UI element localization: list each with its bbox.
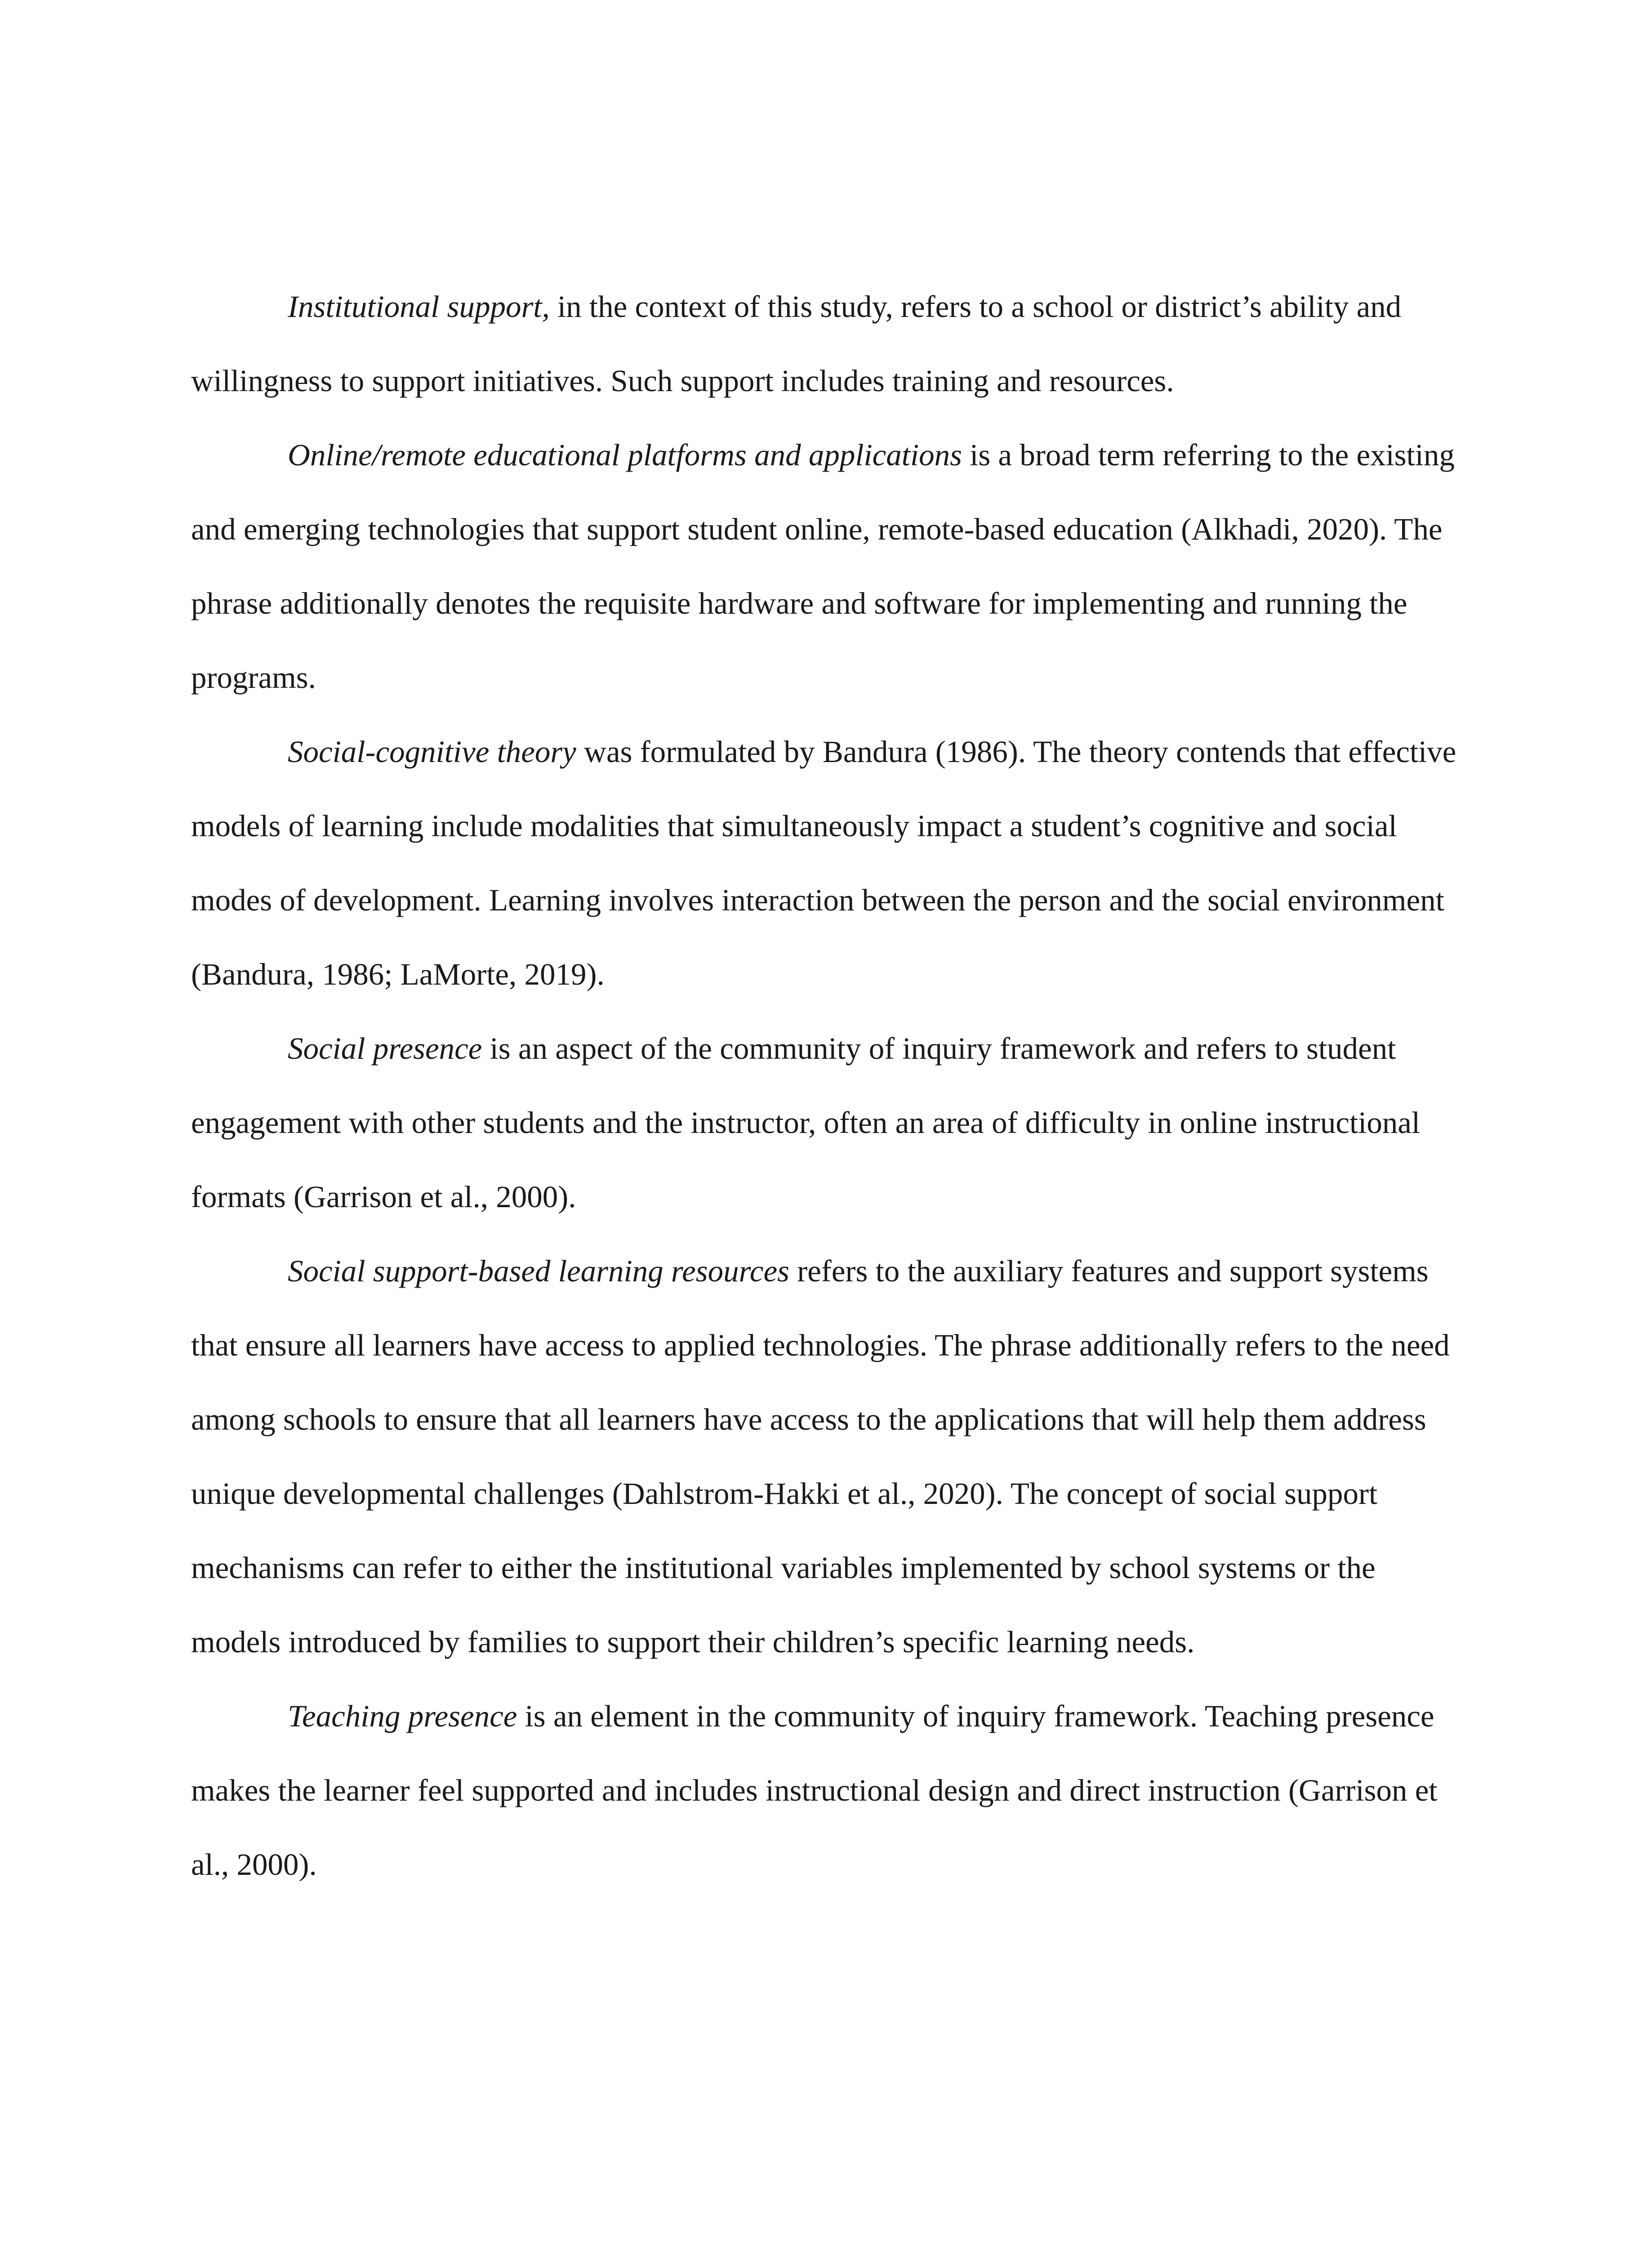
term-label: Social-cognitive theory (288, 735, 576, 769)
definition-social-presence (191, 1012, 1468, 1234)
term-label: Institutional support, (288, 290, 550, 324)
definition-text: is an element in the community of inquiry framework. Teaching presence makes the learner feel supported and includes instructional design and direct instruction (Garrison et al., 2000). (191, 1699, 1438, 1882)
term-label: Social support-based learning resources (288, 1254, 790, 1288)
body-text (191, 270, 1468, 1902)
definition-social-support-resources (191, 1234, 1468, 1679)
definition-teaching-presence (191, 1679, 1468, 1902)
term-label: Social presence (288, 1031, 482, 1066)
definition-institutional-support (191, 270, 1468, 418)
definition-text: refers to the auxiliary features and support systems that ensure all learners have access to applied technologies. The phrase additionally refers to the need among schools to ensure that all learners have access to the applications that will help them address unique developmental challenges (Dahlstrom-Hakki et al., 2020). The concept of social support mechanisms can refer to either the institutional variables implemented by school systems or the models introduced by families to support their children’s specific learning needs. (191, 1254, 1450, 1659)
definition-text: is a broad term referring to the existing and emerging technologies that support student online, remote-based education (Alkhadi, 2020). The phrase additionally denotes the requisite hardware and software for implementing and running the programs. (191, 438, 1455, 695)
definition-text: in the context of this study, refers to a school or district’s ability and willingness to support initiatives. Such support includes training and resources. (191, 290, 1402, 398)
term-label: Online/remote educational platforms and applications (288, 438, 962, 472)
definition-text: is an aspect of the community of inquiry framework and refers to student engagement with other students and the instructor, often an area of difficulty in online instructional formats (Garrison et al., 2000). (191, 1031, 1420, 1214)
definition-text: was formulated by Bandura (1986). The theory contends that effective models of learning include modalities that simultaneously impact a student’s cognitive and social modes of development. Learning involves interaction between the person and the social environment (Bandura, 1986; LaMorte, 2019). (191, 735, 1456, 991)
definition-online-remote-platforms (191, 418, 1468, 715)
term-label: Teaching presence (288, 1699, 517, 1733)
definition-social-cognitive-theory (191, 715, 1468, 1012)
